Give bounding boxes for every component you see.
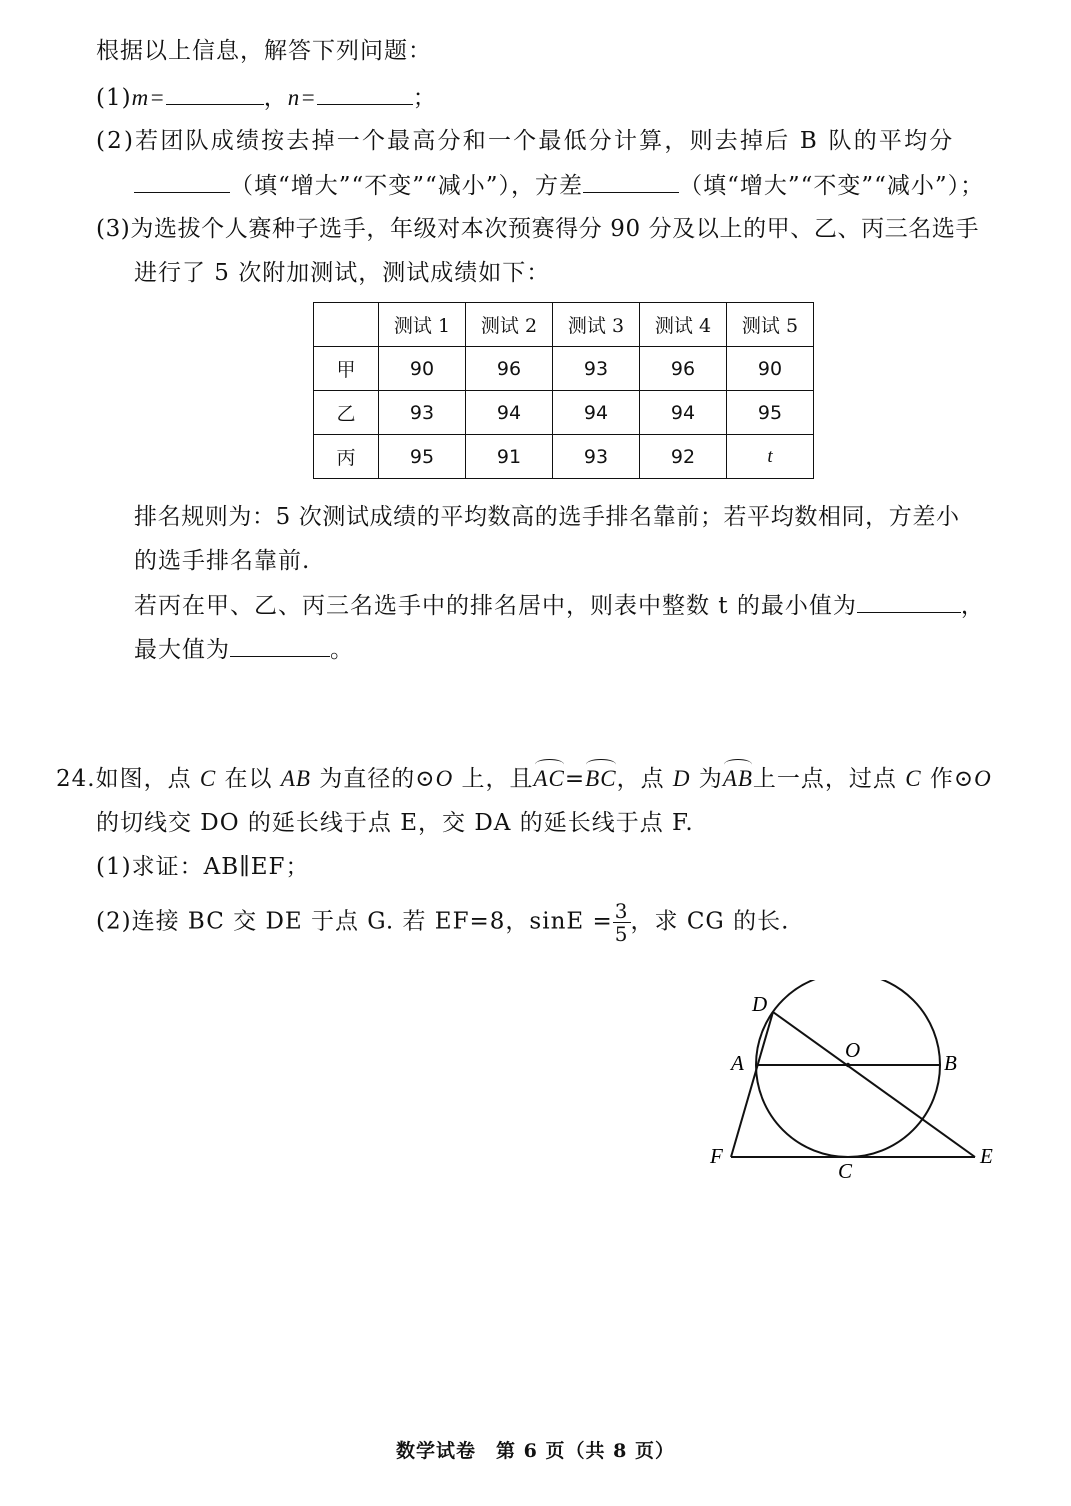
part1-prefix: (1) xyxy=(96,85,132,111)
part2-end: ，求 CG 的长. xyxy=(630,908,790,935)
t-max-answer-blank[interactable] xyxy=(230,634,330,657)
variance-hint: （填“增大”“不变”“减小”）； xyxy=(679,173,985,199)
row-label: 甲 xyxy=(314,347,379,391)
question-number: 24. xyxy=(56,766,96,792)
max-end: 。 xyxy=(330,637,354,663)
table-row xyxy=(314,391,814,435)
segment-ab: AB xyxy=(280,766,311,791)
arc-bc: BC xyxy=(585,764,616,794)
variance-answer-blank[interactable] xyxy=(583,170,679,193)
q24-part1: (1)求证：AB∥EF； xyxy=(96,854,310,880)
header-cell: 测试 2 xyxy=(466,303,553,347)
q24-part2 xyxy=(96,900,789,945)
line-df xyxy=(731,1012,773,1157)
table-cell-unknown-t: t xyxy=(727,435,814,479)
ranking-rule-line1: 排名规则为：5 次测试成绩的平均数高的选手排名靠前；若平均数相同，方差小 xyxy=(134,504,960,530)
text: 作⊙ xyxy=(921,766,975,792)
m-label: m= xyxy=(131,85,166,110)
header-cell: 测试 3 xyxy=(553,303,640,347)
q24-line1 xyxy=(56,764,992,794)
max-line xyxy=(134,634,354,665)
condition-end: ， xyxy=(960,593,985,619)
equals-sign: = xyxy=(564,766,586,792)
q24-line2: 的切线交 DO 的延长线于点 E，交 DA 的延长线于点 F. xyxy=(96,810,694,836)
text: 上，且 xyxy=(453,766,534,792)
table-cell: 94 xyxy=(640,391,727,435)
row-label: 乙 xyxy=(314,391,379,435)
label-o: O xyxy=(845,1038,861,1062)
label-b: B xyxy=(944,1051,957,1075)
label-f: F xyxy=(710,1144,723,1168)
condition-line xyxy=(134,590,985,621)
max-label: 最大值为 xyxy=(134,637,230,663)
table-cell: 90 xyxy=(727,347,814,391)
ranking-rule-line2: 的选手排名靠前. xyxy=(134,548,311,574)
part2-text: (2)连接 BC 交 DE 于点 G. 若 EF=8，sinE = xyxy=(96,908,613,935)
center-dot xyxy=(846,1063,850,1067)
n-answer-blank[interactable] xyxy=(317,82,413,105)
mean-hint: （填“增大”“不变”“减小”），方差 xyxy=(230,173,584,199)
separator: ， xyxy=(263,85,288,111)
m-answer-blank[interactable] xyxy=(166,82,264,105)
row-label: 丙 xyxy=(314,435,379,479)
text: 上一点，过点 xyxy=(752,766,906,792)
condition-text: 若丙在甲、乙、丙三名选手中的排名居中，则表中整数 t 的最小值为 xyxy=(134,593,857,619)
label-c: C xyxy=(838,1159,853,1183)
text: ，点 xyxy=(616,766,673,792)
q23-intro: 根据以上信息，解答下列问题： xyxy=(96,38,432,64)
arc-ab: AB xyxy=(723,764,753,794)
table-row xyxy=(314,347,814,391)
text: 在以 xyxy=(216,766,281,792)
table-header-row xyxy=(314,303,814,347)
table-cell: 96 xyxy=(640,347,727,391)
text: 为直径的⊙ xyxy=(310,766,436,792)
q23-part1 xyxy=(96,82,437,113)
arc-ac: AC xyxy=(534,764,565,794)
label-e: E xyxy=(980,1144,993,1168)
table-cell: 96 xyxy=(466,347,553,391)
text: 为 xyxy=(690,766,723,792)
t-min-answer-blank[interactable] xyxy=(857,590,961,613)
table-cell: 95 xyxy=(727,391,814,435)
geometry-figure xyxy=(700,980,1020,1190)
table-cell: 93 xyxy=(553,435,640,479)
page-footer: 数学试卷 第 6 页（共 8 页） xyxy=(396,1440,675,1462)
part1-end: ； xyxy=(412,85,437,111)
label-d: D xyxy=(752,992,768,1016)
table-cell: 95 xyxy=(379,435,466,479)
point-c: C xyxy=(199,766,217,791)
point-o: O xyxy=(974,766,992,791)
line-de xyxy=(773,1012,975,1157)
mean-answer-blank[interactable] xyxy=(134,170,230,193)
point-o: O xyxy=(435,766,454,791)
denominator: 5 xyxy=(614,922,629,946)
point-c: C xyxy=(905,766,922,791)
text: 如图，点 xyxy=(95,766,200,792)
test-scores-table xyxy=(313,302,814,479)
point-d: D xyxy=(672,766,691,791)
table-row xyxy=(314,435,814,479)
n-label: n= xyxy=(287,85,317,110)
label-a: A xyxy=(731,1051,744,1075)
table-cell: 90 xyxy=(379,347,466,391)
fraction-three-fifths xyxy=(613,900,631,945)
header-cell-empty xyxy=(314,303,379,347)
header-cell: 测试 4 xyxy=(640,303,727,347)
q23-part2-line1: (2)若团队成绩按去掉一个最高分和一个最低分计算，则去掉后 B 队的平均分 xyxy=(96,128,955,154)
table-cell: 94 xyxy=(466,391,553,435)
table-cell: 93 xyxy=(379,391,466,435)
table-cell: 93 xyxy=(553,347,640,391)
q23-part3-line1: (3)为选拔个人赛种子选手，年级对本次预赛得分 90 分及以上的甲、乙、丙三名选手 xyxy=(96,216,980,242)
q23-part3-line2: 进行了 5 次附加测试，测试成绩如下： xyxy=(134,260,551,286)
table-cell: 92 xyxy=(640,435,727,479)
numerator: 3 xyxy=(614,899,629,923)
table-cell: 94 xyxy=(553,391,640,435)
circle-o xyxy=(756,980,940,1157)
header-cell: 测试 5 xyxy=(727,303,814,347)
header-cell: 测试 1 xyxy=(379,303,466,347)
table-cell: 91 xyxy=(466,435,553,479)
q23-part2-line2 xyxy=(134,170,984,201)
